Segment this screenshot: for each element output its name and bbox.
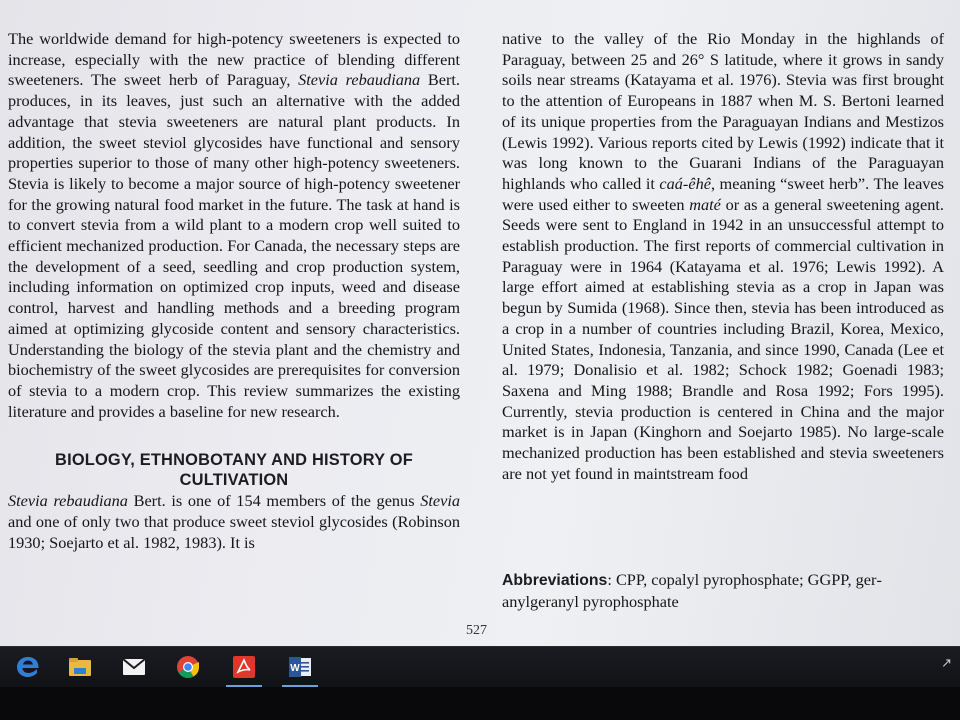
monitor-bezel <box>0 687 960 720</box>
history-paragraph: native to the valley of the Rio Monday in the highlands of Paraguay, between 25 and 26° S latitude, where it grows in sandy soils near streams (Katayama et al. 1976). Stevia was first brought to the attention of Europeans in 1887 when M. S. Bertoni learned of its unique properties from the Paraguayan Indians and Mestizos (Lewis 1992). Various reports cited by Lewis (1992) indicate that it was long known to the Guarani Indians of the Paraguayan highlands who called it caá-êhê, meaning “sweet herb”. The leaves were used either to sweeten maté or as a general sweetening agent. Seeds were sent to England in 1942 in an unsuccessful attempt to establish production. The first reports of commercial cultivation in Paraguay were in 1964 (Katayama et al. 1976; Lewis 1992). A large effort aimed at establishing stevia as a crop in Japan was begun by Sumida (1968). Since then, stevia has been introduced as a crop in a number of countries including Brazil, Korea, Mexico, United States, Indonesia, Tanzania, and since 1990, Canada (Lee et al. 1979; Donalisio et al. 1982; Schock 1982; Goenadi 1983; Saxena and Ming 1988; Brandle and Rosa 1992; Fors 1995). Currently, stevia production is centered in China and the major market is in Japan (Kinghorn and Soejarto 1985). No large-scale mechanized production has been established and stevia sweeteners are not yet found in maintstream food <box>502 29 944 483</box>
taskbar <box>0 646 960 687</box>
word-letter: W <box>290 663 300 674</box>
abbreviations-label: Abbreviations <box>502 572 608 589</box>
file-explorer-icon[interactable] <box>60 651 100 683</box>
genus-name: Stevia <box>420 491 460 511</box>
mail-icon[interactable] <box>114 651 154 683</box>
edge-icon[interactable] <box>8 651 48 683</box>
right-column <box>502 29 944 484</box>
section-paragraph: Stevia rebaudiana Bert. is one of 154 members of the genus Stevia and one of only two that produce sweet steviol glycosides (Robinson 1930; Soejarto et al. 1982, 1983). It is <box>8 491 460 552</box>
species-name: Stevia rebaudiana <box>8 491 128 511</box>
abbreviations-note <box>502 570 944 612</box>
native-term: caá-êhê <box>659 173 711 193</box>
acrobat-pdf-icon[interactable] <box>224 651 264 683</box>
section-heading: BIOLOGY, ETHNOBOTANY AND HISTORY OF CULTIVATION <box>55 451 413 490</box>
abbreviations-text: : CPP, copalyl pyrophosphate; GGPP, geranylgeranyl pyrophosphate <box>502 570 882 611</box>
left-column <box>8 29 460 553</box>
tray-icon[interactable]: ↗ <box>941 655 952 670</box>
mate-term: maté <box>689 194 721 214</box>
page-number: 527 <box>466 623 487 638</box>
word-icon[interactable] <box>280 651 320 683</box>
chrome-icon[interactable] <box>168 651 208 683</box>
intro-paragraph: The worldwide demand for high-potency sweeteners is expected to increase, especially with the new practice of blending different sweeteners. The sweet herb of Paraguay, Stevia rebaudiana Bert. produces, in its leaves, just such an alternative with the added advantage that stevia sweeteners are natural plant products. In addition, the sweet steviol glycosides have functional and sensory properties superior to those of many other high-potency sweeteners. Stevia is likely to become a major source of high-potency sweetener for the growing natural food market in the future. The task at hand is to convert stevia from a wild plant to a modern crop well suited to efficient mechanized production. For Canada, the necessary steps are the development of a seed, seedling and crop production system, including information on optimized crop inputs, weed and disease control, harvest and handling methods and a breeding program aimed at optimizing glycoside content and sensory characteristics. Understanding the biology of the stevia plant and the chemistry and biochemistry of the sweet glycosides are prerequisites for conversion of stevia to a modern crop. This review summarizes the existing literature and provides a baseline for new research. <box>8 29 460 421</box>
species-name: Stevia rebaudiana <box>298 70 421 90</box>
